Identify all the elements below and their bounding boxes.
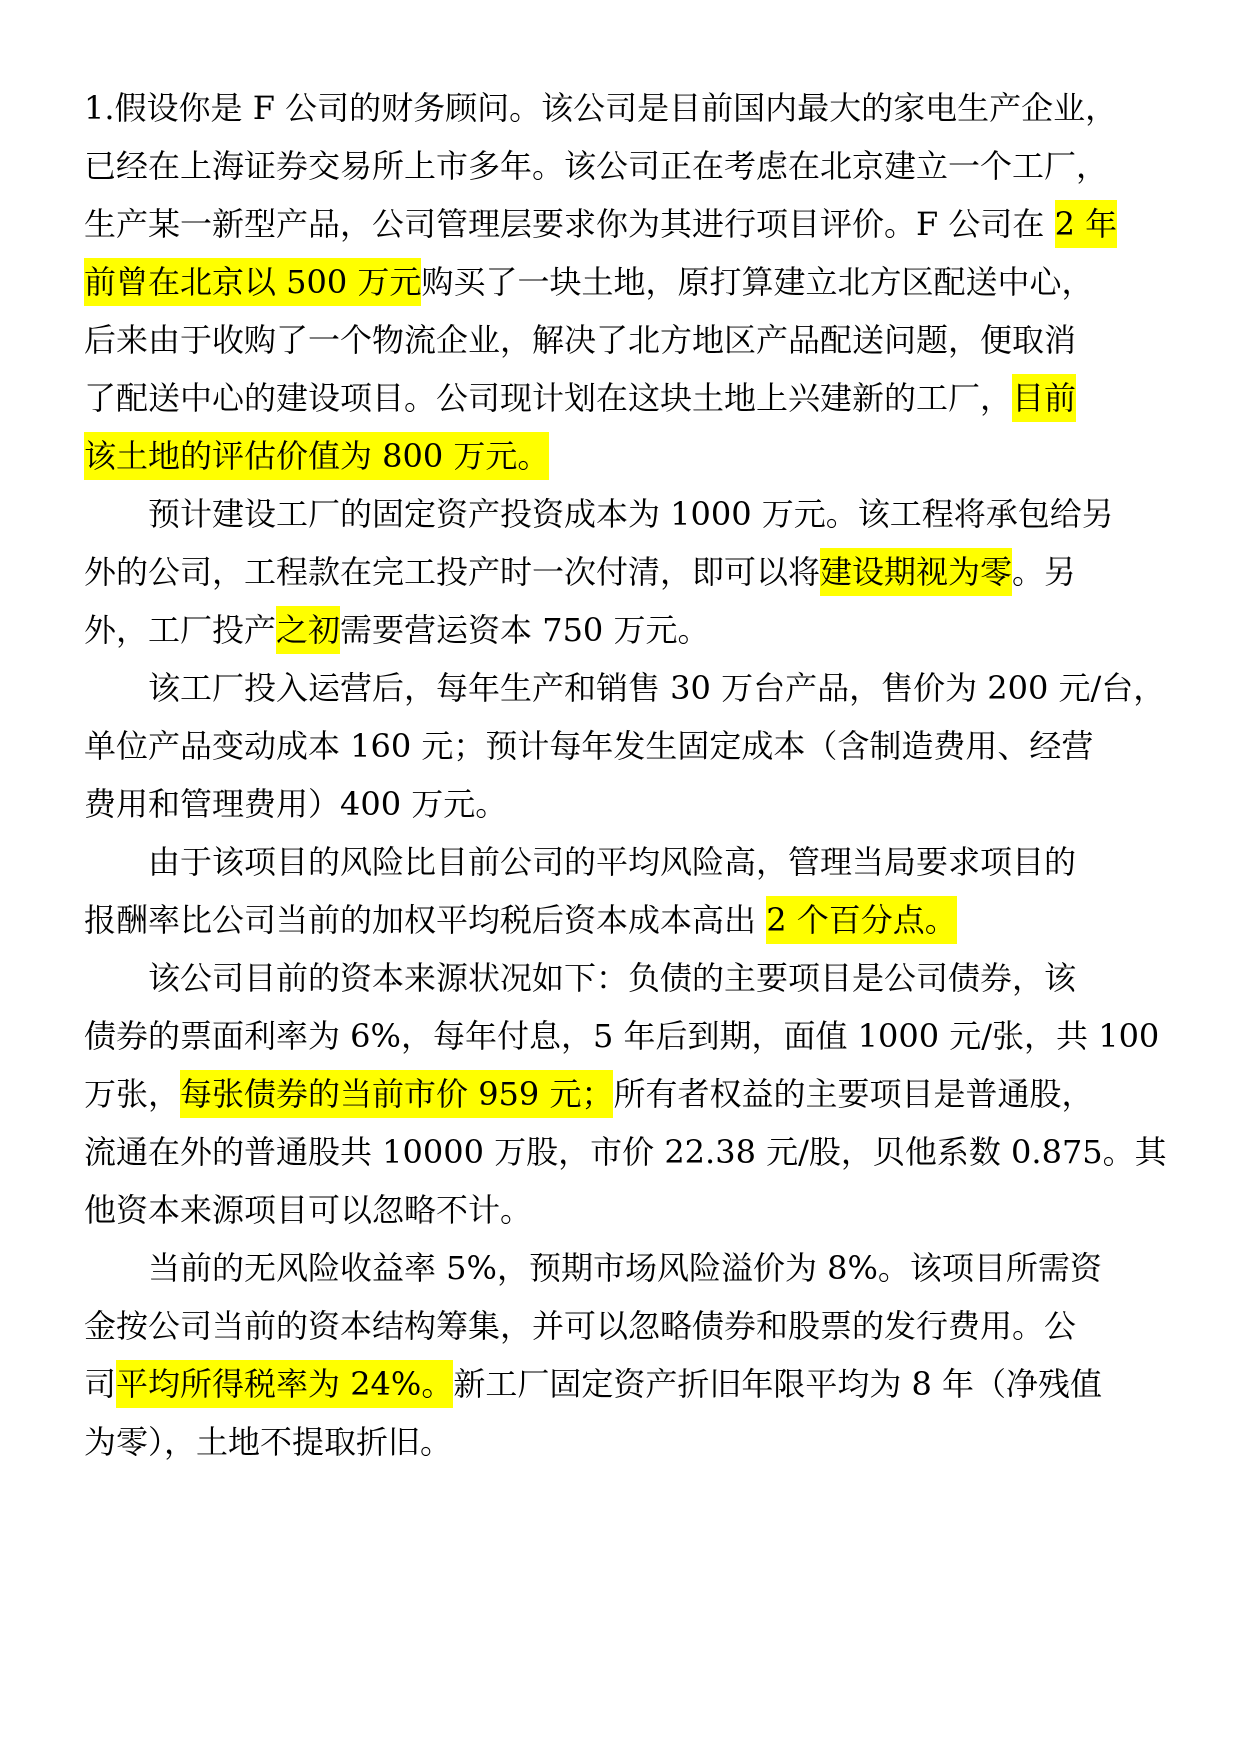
text-segment: 当前的无风险收益率 5%，预期市场风险溢价为 8%。该项目所需资 bbox=[148, 1249, 1102, 1287]
text-segment: 万张， bbox=[84, 1075, 181, 1113]
text-line bbox=[84, 1418, 452, 1466]
text-segment: 为零），土地不提取折旧。 bbox=[84, 1423, 453, 1461]
highlighted-text: 平均所得税率为 24%。 bbox=[116, 1360, 453, 1408]
text-segment: 费用和管理费用）400 万元。 bbox=[84, 785, 508, 823]
text-line bbox=[84, 780, 507, 828]
highlighted-text: 目前 bbox=[1012, 374, 1076, 422]
text-line bbox=[84, 548, 1077, 596]
text-segment: 司 bbox=[84, 1365, 117, 1403]
text-line bbox=[84, 1070, 1094, 1118]
text-segment: 该公司目前的资本来源状况如下：负债的主要项目是公司债券，该 bbox=[148, 959, 1077, 997]
text-line bbox=[148, 1244, 1102, 1292]
text-segment: 外的公司，工程款在完工投产时一次付清，即可以将 bbox=[84, 553, 821, 591]
text-line bbox=[148, 664, 1166, 712]
text-line bbox=[84, 1128, 1167, 1176]
text-line bbox=[148, 954, 1077, 1002]
text-segment: 购买了一块土地，原打算建立北方区配送中心， bbox=[421, 263, 1094, 301]
text-segment: 了配送中心的建设项目。公司现计划在这块土地上兴建新的工厂， bbox=[84, 379, 1013, 417]
text-line bbox=[84, 1360, 1103, 1408]
text-segment: 预计建设工厂的固定资产投资成本为 1000 万元。该工程将承包给另 bbox=[148, 495, 1114, 533]
text-segment: 生产某一新型产品，公司管理层要求你为其进行项目评价。F 公司在 bbox=[84, 205, 1055, 243]
text-line bbox=[84, 1302, 1077, 1350]
text-segment: 所有者权益的主要项目是普通股， bbox=[613, 1075, 1094, 1113]
text-segment: 金按公司当前的资本结构筹集，并可以忽略债券和股票的发行费用。公 bbox=[84, 1307, 1077, 1345]
text-segment: 已经在上海证券交易所上市多年。该公司正在考虑在北京建立一个工厂， bbox=[84, 147, 1109, 185]
text-segment: 单位产品变动成本 160 元；预计每年发生固定成本（含制造费用、经营 bbox=[84, 727, 1094, 765]
text-line bbox=[84, 432, 549, 480]
highlighted-text: 2 年 bbox=[1055, 200, 1118, 248]
text-line bbox=[84, 258, 1094, 306]
text-line bbox=[84, 316, 1077, 364]
text-line bbox=[84, 606, 709, 654]
text-line bbox=[84, 896, 957, 944]
text-line bbox=[148, 838, 1077, 886]
text-segment: 该工厂投入运营后，每年生产和销售 30 万台产品，售价为 200 元/台， bbox=[148, 669, 1166, 707]
text-line bbox=[84, 722, 1094, 770]
text-segment: 需要营运资本 750 万元。 bbox=[340, 611, 710, 649]
text-line bbox=[148, 490, 1114, 538]
highlighted-text: 前曾在北京以 500 万元 bbox=[84, 258, 421, 306]
text-segment: 报酬率比公司当前的加权平均税后资本成本高出 bbox=[84, 901, 767, 939]
highlighted-text: 该土地的评估价值为 800 万元。 bbox=[84, 432, 549, 480]
text-segment: 后来由于收购了一个物流企业，解决了北方地区产品配送问题，便取消 bbox=[84, 321, 1077, 359]
text-segment: 债券的票面利率为 6%，每年付息，5 年后到期，面值 1000 元/张，共 100 bbox=[84, 1017, 1160, 1055]
text-line bbox=[84, 142, 1109, 190]
text-segment: 。另 bbox=[1012, 553, 1077, 591]
text-line bbox=[84, 1186, 532, 1234]
highlighted-text: 之初 bbox=[276, 606, 340, 654]
text-segment: 外，工厂投产 bbox=[84, 611, 277, 649]
text-segment: 1.假设你是 F 公司的财务顾问。该公司是目前国内最大的家电生产企业， bbox=[84, 89, 1118, 127]
highlighted-text: 建设期视为零 bbox=[820, 548, 1012, 596]
highlighted-text: 2 个百分点。 bbox=[766, 896, 957, 944]
text-segment: 流通在外的普通股共 10000 万股，市价 22.38 元/股，贝他系数 0.875。其 bbox=[84, 1133, 1167, 1171]
highlighted-text: 每张债券的当前市价 959 元； bbox=[180, 1070, 613, 1118]
text-line bbox=[84, 1012, 1160, 1060]
text-line bbox=[84, 374, 1077, 422]
text-line bbox=[84, 200, 1118, 248]
text-segment: 由于该项目的风险比目前公司的平均风险高，管理当局要求项目的 bbox=[148, 843, 1077, 881]
text-segment: 新工厂固定资产折旧年限平均为 8 年（净残值 bbox=[453, 1365, 1103, 1403]
text-segment: 他资本来源项目可以忽略不计。 bbox=[84, 1191, 533, 1229]
text-line bbox=[84, 84, 1118, 132]
